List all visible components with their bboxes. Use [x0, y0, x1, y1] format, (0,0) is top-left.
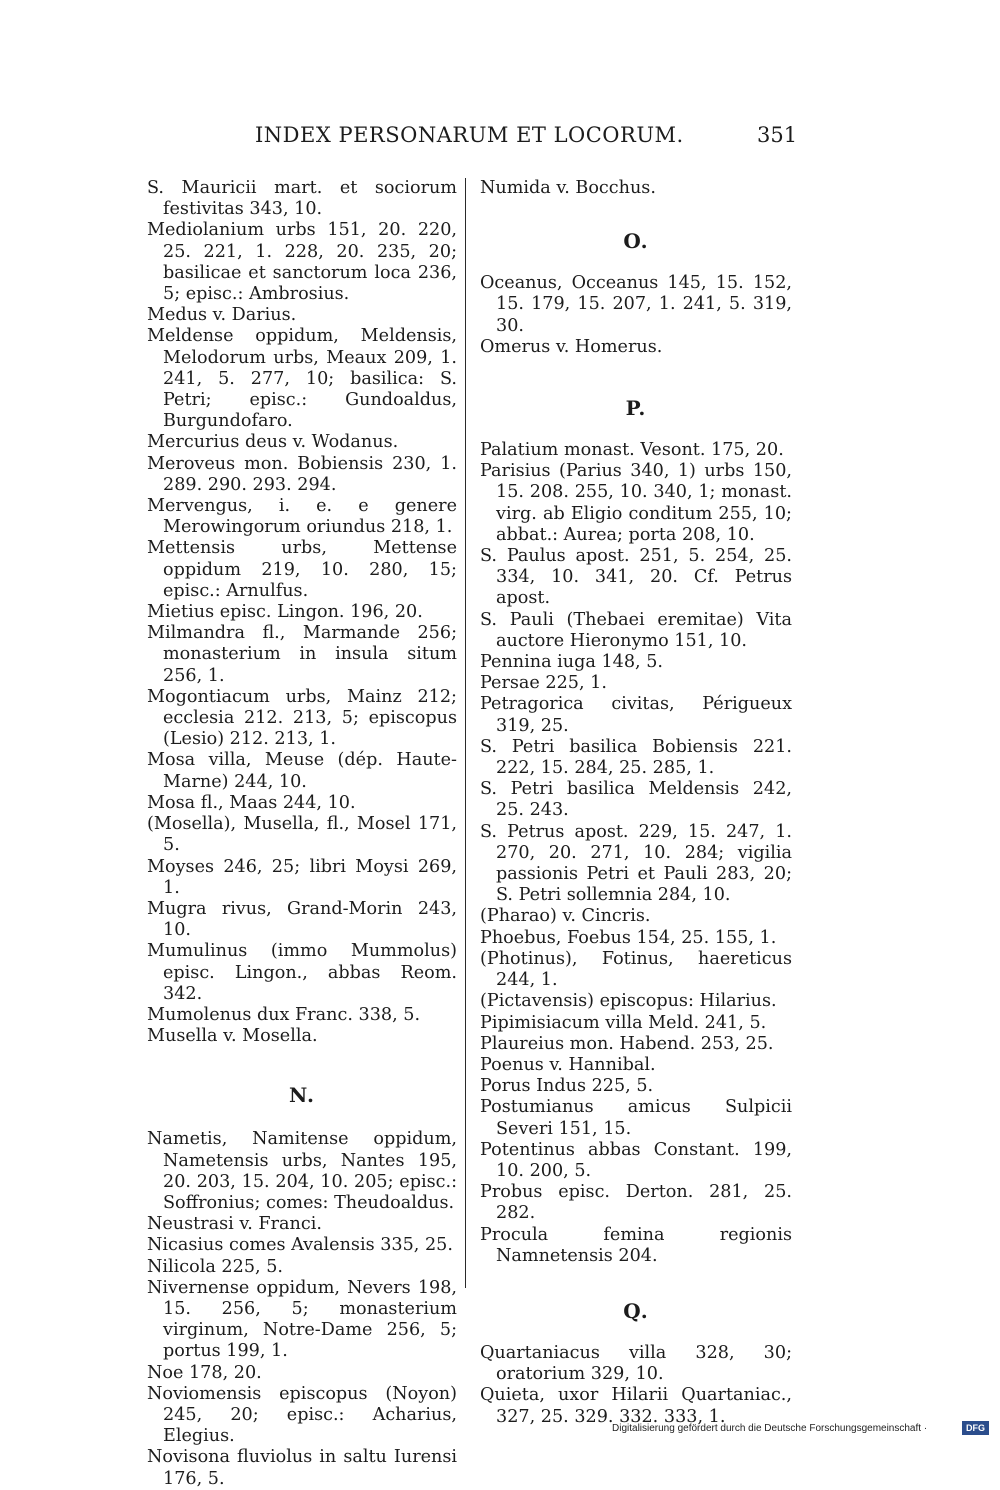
index-entry-text: Potentinus abbas Constant. 199, 10. 200, 5. [480, 1139, 792, 1181]
index-entry [480, 1385, 792, 1427]
index-entry-text: (Pictavensis) episcopus: Hilarius. [480, 991, 777, 1012]
index-entry [480, 461, 792, 546]
index-entry-text: Pipimisiacum villa Meld. 241, 5. [480, 1012, 767, 1033]
index-entry [480, 1013, 792, 1034]
index-entry [147, 899, 457, 941]
index-entry [147, 1005, 457, 1026]
entries-o [480, 273, 792, 358]
index-entry-text: Mugra rivus, Grand-Morin 243, 10. [147, 898, 457, 941]
index-entry-text: Mervengus, i. e. e genere Merowingorum oriundus 218, 1. [147, 496, 457, 538]
index-entry [147, 1257, 457, 1278]
index-entry-text: S. Petrus apost. 229, 15. 247, 1. 270, 20. 271, 10. 284; vigilia passionis Petri et Pauli 283, 20; S. Petri sollemnia 284, 10. [480, 821, 792, 906]
index-entry-text: Noviomensis episcopus (Noyon) 245, 20; episc.: Acharius, Elegius. [147, 1383, 457, 1447]
index-entry [147, 454, 457, 496]
index-entry-text: Meroveus mon. Bobiensis 230, 1. 289. 290. 293. 294. [147, 453, 457, 495]
index-entry-text: S. Paulus apost. 251, 5. 254, 25. 334, 10. 341, 20. Cf. Petrus apost. [480, 546, 792, 609]
index-entry-text: Mediolanium urbs 151, 20. 220, 25. 221, 1. 228, 20. 235, 20; basilicae et sanctorum loca 236, 5; episc.: Ambrosius. [147, 220, 457, 305]
index-entry [147, 1235, 457, 1256]
index-entry [147, 1129, 457, 1214]
left-column [147, 178, 457, 1490]
index-entry-text: Procula femina regionis Namnetensis 204. [480, 1224, 792, 1266]
index-entry [480, 991, 792, 1012]
digitization-footer: Digitalisierung gefördert durch die Deutsche Forschungsgemeinschaft · [612, 1423, 928, 1434]
index-entry-text: Mettensis urbs, Mettense oppidum 219, 10. 280, 15; episc.: Arnulfus. [147, 538, 457, 601]
index-entry [147, 538, 457, 602]
index-entry [480, 273, 792, 337]
index-entry-text: Parisius (Parius 340, 1) urbs 150, 15. 208. 255, 10. 340, 1; monast. virg. ab Eligio conditum 255, 10; abbat.: Aurea; porta 208, 10. [480, 461, 792, 545]
index-entry [147, 1278, 457, 1363]
index-entry [147, 1447, 457, 1489]
index-entry-text: Poenus v. Hannibal. [480, 1054, 656, 1075]
index-entry-text: Musella v. Mosella. [147, 1026, 318, 1047]
index-entry-text: Meldense oppidum, Meldensis, Melodorum urbs, Meaux 209, 1. 241, 5. 277, 10; basilica: S. Petri; episc.: Gundoaldus, Burgundofaro. [147, 326, 457, 432]
index-entry [480, 1034, 792, 1055]
index-entry-text: Phoebus, Foebus 154, 25. 155, 1. [480, 927, 777, 948]
index-entry-text: Porus Indus 225, 5. [480, 1076, 654, 1097]
index-entry-text: Pennina iuga 148, 5. [480, 652, 664, 673]
index-entry [480, 1182, 792, 1224]
index-entry [480, 1055, 792, 1076]
index-entry [147, 687, 457, 751]
index-entry-text: Nivernense oppidum, Nevers 198, 15. 256, 5; monasterium virginum, Notre-Dame 256, 5; portus 199, 1. [147, 1277, 457, 1362]
index-entry [480, 779, 792, 821]
index-entry [147, 496, 457, 538]
index-entry-text: S. Mauricii mart. et sociorum festivitas 343, 10. [147, 178, 457, 220]
index-entry-text: Palatium monast. Vesont. 175, 20. [480, 440, 784, 461]
index-entry [147, 178, 457, 220]
index-entry-text: Quieta, uxor Hilarii Quartaniac., 327, 25. 329. 332. 333, 1. [480, 1385, 792, 1427]
index-entry [147, 220, 457, 305]
index-entry [480, 822, 792, 907]
index-entry [147, 814, 457, 856]
entries-q [480, 1343, 792, 1428]
index-entry-text: (Mosella), Musella, fl., Mosel 171, 5. [147, 814, 457, 856]
section-letter-o: O. [623, 229, 649, 254]
index-entry-text: Petragorica civitas, Périgueux 319, 25. [480, 694, 792, 736]
index-entry [480, 337, 792, 358]
index-entry-text: S. Petri basilica Meldensis 242, 25. 243. [480, 779, 792, 821]
index-entry-text: Postumianus amicus Sulpicii Severi 151, 15. [480, 1097, 792, 1139]
index-entry-text: Oceanus, Occeanus 145, 15. 152, 15. 179, 15. 207, 1. 241, 5. 319, 30. [480, 273, 792, 336]
index-entry-text: (Photinus), Fotinus, haereticus 244, 1. [480, 948, 792, 991]
index-entry [147, 1363, 457, 1384]
index-entry-text: Mosa villa, Meuse (dép. Haute-Marne) 244, 10. [147, 750, 457, 792]
index-entry-text: (Pharao) v. Cincris. [480, 906, 651, 927]
index-entry-text: Mercurius deus v. Wodanus. [147, 432, 399, 453]
index-entry-text: Nilicola 225, 5. [147, 1256, 283, 1277]
index-entry-text: Probus episc. Derton. 281, 25. 282. [480, 1182, 792, 1224]
index-entry [147, 305, 457, 326]
index-entry [480, 610, 792, 652]
dfg-logo: DFG [962, 1421, 989, 1435]
index-entry-text: Neustrasi v. Franci. [147, 1214, 322, 1235]
entries-n-cont [480, 178, 792, 199]
index-entry [480, 652, 792, 673]
index-entry-text: Plaureius mon. Habend. 253, 25. [480, 1033, 774, 1054]
index-entry-text: Mumulinus (immo Mummolus) episc. Lingon., abbas Reom. 342. [147, 941, 457, 1004]
index-entry [147, 1026, 457, 1047]
index-entry-text: Quartaniacus villa 328, 30; oratorium 329, 10. [480, 1342, 792, 1385]
index-entry-text: S. Petri basilica Bobiensis 221. 222, 15. 284, 25. 285, 1. [480, 736, 792, 779]
index-entry [480, 949, 792, 991]
index-entry-text: Numida v. Bocchus. [480, 178, 656, 198]
index-entry [480, 1225, 792, 1267]
index-entry [480, 1076, 792, 1097]
running-header: INDEX PERSONARUM ET LOCORUM. [255, 123, 684, 147]
index-entry [480, 694, 792, 736]
index-entry [480, 906, 792, 927]
index-entry [480, 1343, 792, 1385]
section-letter-n: N. [289, 1083, 315, 1108]
index-entry-text: Persae 225, 1. [480, 673, 607, 694]
index-entry-text: Mosa fl., Maas 244, 10. [147, 792, 356, 813]
page-number: 351 [757, 123, 798, 147]
index-entry [147, 1384, 457, 1448]
entries-m [147, 178, 457, 1047]
index-entry [147, 857, 457, 899]
section-letter-p: P. [625, 396, 647, 421]
index-entry-text: S. Pauli (Thebaei eremitae) Vita auctore Hieronymo 151, 10. [480, 609, 792, 651]
index-entry [147, 602, 457, 623]
section-letter-q: Q. [623, 1298, 649, 1323]
index-entry [147, 432, 457, 453]
index-entry [147, 793, 457, 814]
index-entry-text: Omerus v. Homerus. [480, 336, 663, 357]
index-entry [480, 673, 792, 694]
entries-p [480, 440, 792, 1267]
index-entry-text: Nicasius comes Avalensis 335, 25. [147, 1235, 453, 1256]
index-entry [147, 1214, 457, 1235]
right-column [480, 178, 792, 1428]
index-entry [147, 623, 457, 687]
index-entry-text: Novisona fluviolus in saltu Iurensi 176, 5. [147, 1447, 457, 1489]
index-entry-text: Noe 178, 20. [147, 1362, 262, 1383]
index-entry [480, 440, 792, 461]
index-entry [147, 750, 457, 792]
index-entry-text: Medus v. Darius. [147, 305, 297, 326]
index-entry [147, 326, 457, 432]
index-entry-text: Milmandra fl., Marmande 256; monasterium in insula situm 256, 1. [147, 623, 457, 686]
index-entry-text: Nametis, Namitense oppidum, Nametensis urbs, Nantes 195, 20. 203, 15. 204, 10. 205; episc.: Soffronius; comes: Theudoaldus. [147, 1129, 457, 1213]
index-entry [480, 1140, 792, 1182]
index-entry-text: Mietius episc. Lingon. 196, 20. [147, 602, 423, 623]
index-entry [480, 928, 792, 949]
index-entry-text: Moyses 246, 25; libri Moysi 269, 1. [147, 856, 457, 898]
index-entry [480, 178, 792, 199]
index-entry [480, 737, 792, 779]
index-entry-text: Mumolenus dux Franc. 338, 5. [147, 1004, 421, 1025]
entries-n [147, 1129, 457, 1489]
index-entry [147, 941, 457, 1005]
index-entry [480, 546, 792, 610]
index-entry [480, 1097, 792, 1139]
column-divider [465, 178, 466, 1288]
index-entry-text: Mogontiacum urbs, Mainz 212; ecclesia 212. 213, 5; episcopus (Lesio) 212. 213, 1. [147, 686, 457, 750]
